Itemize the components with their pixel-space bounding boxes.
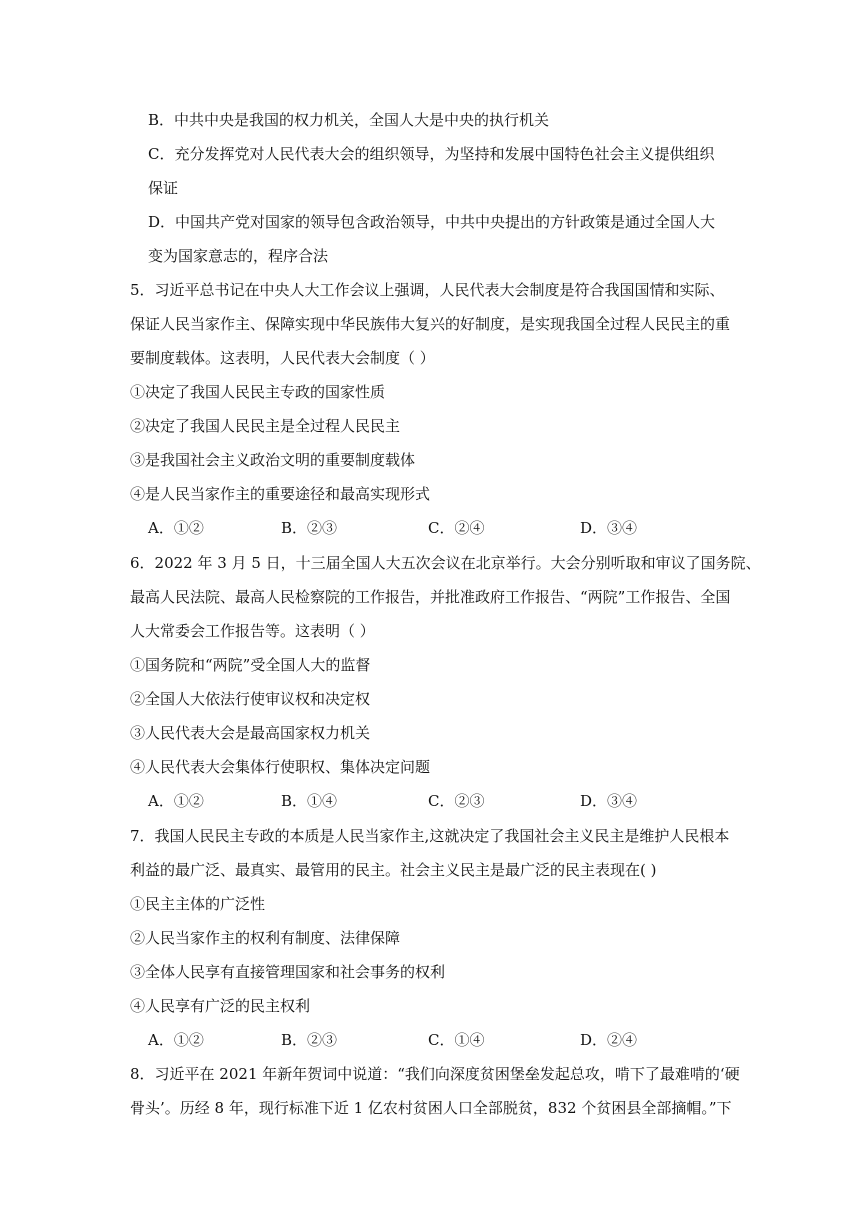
q6-item-1: ①国务院和“两院”受全国人大的监督 bbox=[130, 656, 371, 674]
q5-choices bbox=[148, 518, 708, 538]
q6-stem-line3: 人大常委会工作报告等。这表明（ ） bbox=[130, 622, 375, 640]
q6-choices bbox=[148, 791, 708, 811]
q5-choice-a[interactable]: A．①② bbox=[148, 519, 204, 537]
q6-stem-line2: 最高人民法院、最高人民检察院的工作报告，并批准政府工作报告、“两院”工作报告、全国 bbox=[130, 588, 731, 606]
q7-item-2: ②人民当家作主的权利有制度、法律保障 bbox=[130, 929, 401, 947]
q6-item-2: ②全国人大依法行使审议权和决定权 bbox=[130, 690, 371, 708]
q7-choice-b[interactable]: B．②③ bbox=[281, 1031, 338, 1049]
q4-option-c-line1: C．充分发挥党对人民代表大会的组织领导，为坚持和发展中国特色社会主义提供组织 bbox=[148, 145, 715, 163]
q6-stem-line1: 6．2022 年 3 月 5 日，十三届全国人大五次会议在北京举行。大会分别听取和审议了国务院、 bbox=[130, 554, 761, 572]
q7-stem-line2: 利益的最广泛、最真实、最管用的民主。社会主义民主是最广泛的民主表现在( ) bbox=[130, 861, 657, 879]
q4-option-b: B．中共中央是我国的权力机关，全国人大是中央的执行机关 bbox=[148, 111, 550, 129]
q7-item-1: ①民主主体的广泛性 bbox=[130, 895, 266, 913]
q5-item-1: ①决定了我国人民民主专政的国家性质 bbox=[130, 383, 386, 401]
q8-stem-line2: 骨头’。历经 8 年，现行标准下近 1 亿农村贫困人口全部脱贫，832 个贫困县全部摘帽。”下 bbox=[130, 1099, 732, 1117]
q7-choice-c[interactable]: C．①④ bbox=[428, 1031, 485, 1049]
q5-choice-c[interactable]: C．②④ bbox=[428, 519, 485, 537]
q7-stem-line1: 7．我国人民民主专政的本质是人民当家作主,这就决定了我国社会主义民主是维护人民根本 bbox=[130, 827, 730, 845]
q4-option-d-line2: 变为国家意志的，程序合法 bbox=[148, 247, 329, 265]
q7-choice-a[interactable]: A．①② bbox=[148, 1031, 204, 1049]
q7-item-4: ④人民享有广泛的民主权利 bbox=[130, 997, 311, 1015]
q6-choice-b[interactable]: B．①④ bbox=[281, 792, 338, 810]
q4-option-d-line1: D．中国共产党对国家的领导包含政治领导，中共中央提出的方针政策是通过全国人大 bbox=[148, 213, 716, 231]
q5-choice-d[interactable]: D．③④ bbox=[580, 519, 638, 537]
q7-choice-d[interactable]: D．②④ bbox=[580, 1031, 638, 1049]
q5-item-2: ②决定了我国人民民主是全过程人民民主 bbox=[130, 417, 401, 435]
q7-item-3: ③全体人民享有直接管理国家和社会事务的权利 bbox=[130, 963, 446, 981]
q5-stem-line2: 保证人民当家作主、保障实现中华民族伟大复兴的好制度，是实现我国全过程人民民主的重 bbox=[130, 315, 731, 333]
q6-item-4: ④人民代表大会集体行使职权、集体决定问题 bbox=[130, 758, 431, 776]
q6-choice-a[interactable]: A．①② bbox=[148, 792, 204, 810]
q5-stem-line1: 5．习近平总书记在中央人大工作会议上强调，人民代表大会制度是符合我国国情和实际、 bbox=[130, 281, 725, 299]
q7-choices bbox=[148, 1030, 708, 1050]
q5-item-3: ③是我国社会主义政治文明的重要制度载体 bbox=[130, 451, 416, 469]
q5-choice-b[interactable]: B．②③ bbox=[281, 519, 338, 537]
q6-item-3: ③人民代表大会是最高国家权力机关 bbox=[130, 724, 371, 742]
q8-stem-line1: 8．习近平在 2021 年新年贺词中说道：“我们向深度贫困堡垒发起总攻，啃下了最难啃的‘硬 bbox=[130, 1065, 740, 1083]
q5-item-4: ④是人民当家作主的重要途径和最高实现形式 bbox=[130, 485, 431, 503]
q6-choice-c[interactable]: C．②③ bbox=[428, 792, 485, 810]
q6-choice-d[interactable]: D．③④ bbox=[580, 792, 638, 810]
q5-stem-line3: 要制度载体。这表明，人民代表大会制度（ ） bbox=[130, 349, 435, 367]
q4-option-c-line2: 保证 bbox=[148, 179, 179, 197]
